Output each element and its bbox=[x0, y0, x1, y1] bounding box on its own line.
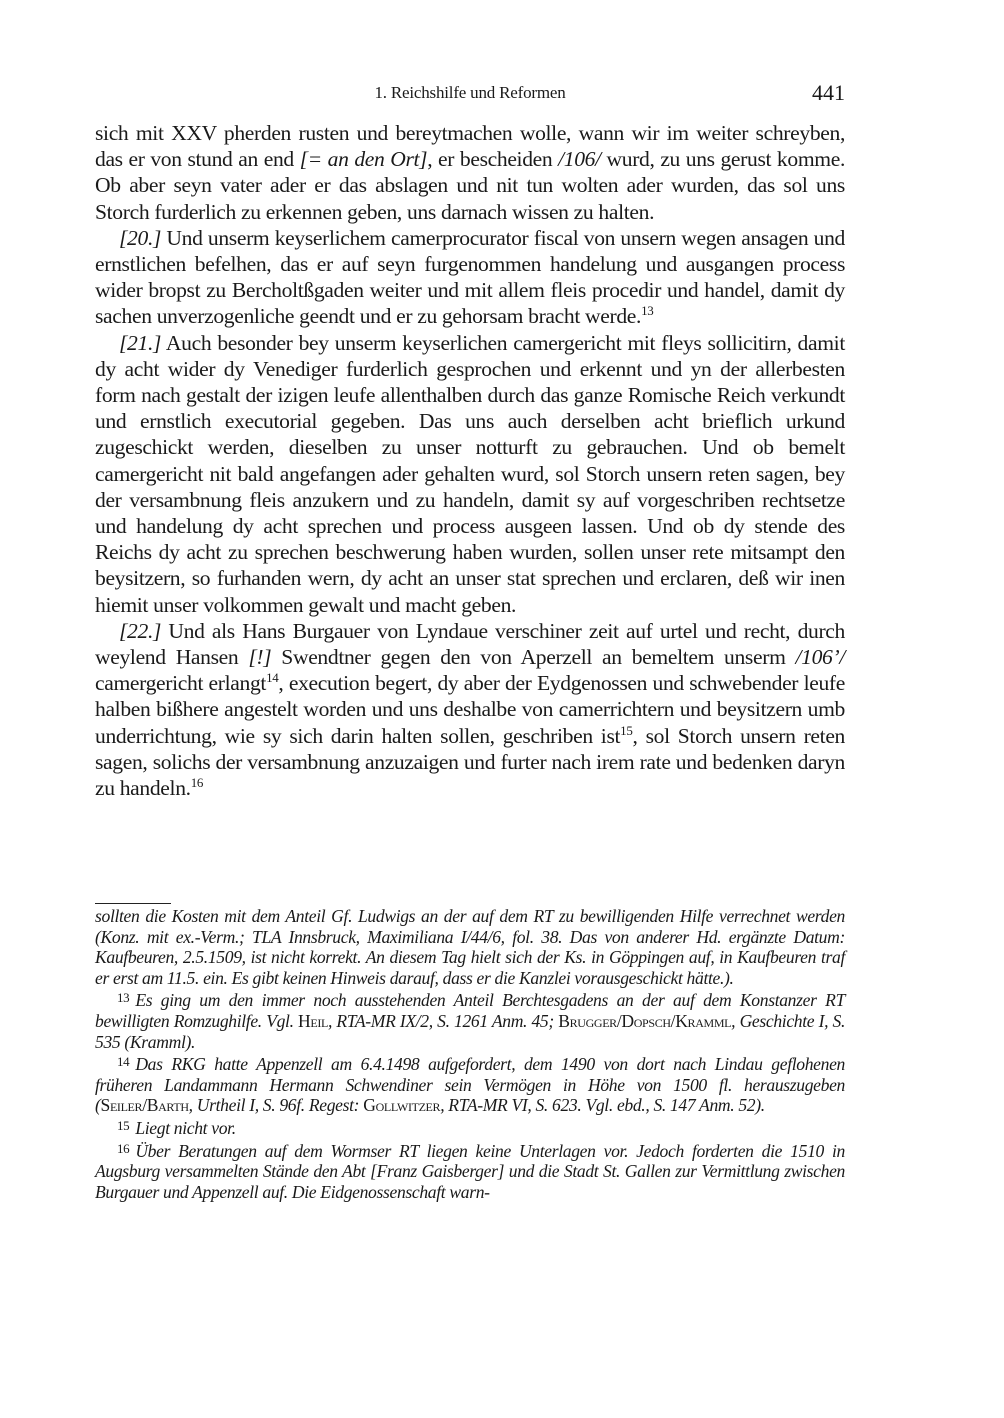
footnote-ref-15[interactable]: 15 bbox=[620, 722, 633, 738]
text: Das RKG hatte Appenzell am 6.4.1498 aufgefordert, dem 1490 von dort nach Lindau geflohenen früheren Landammann Hermann Schwendiner sein Vermögen in Höhe von 1500 fl. herauszugeben ( bbox=[95, 1054, 845, 1116]
text: Und als Hans Burgauer von Lyndaue verschiner zeit auf urtel und recht, durch weylend Hansen bbox=[95, 618, 845, 670]
footnote-number: 14 bbox=[117, 1054, 130, 1070]
text: Swendtner gegen den von Aperzell an bemeltem unserm bbox=[271, 645, 796, 670]
folio-marker: /106’/ bbox=[795, 645, 845, 670]
text: Liegt nicht vor. bbox=[135, 1117, 236, 1138]
text: sich mit XXV pherden rusten und bereytmachen wolle, wann wir im weiter schreyben, das er von stund an end bbox=[95, 121, 845, 172]
paragraph-22 bbox=[95, 618, 845, 801]
sic-marker: [!] bbox=[248, 645, 272, 670]
author-name: Brugger/Dopsch/Kramml bbox=[558, 1010, 732, 1031]
footnote-divider bbox=[95, 903, 171, 904]
footnote-15 bbox=[95, 1116, 845, 1139]
footnote-13 bbox=[95, 988, 845, 1052]
folio-marker: /106/ bbox=[558, 147, 601, 172]
text: Auch besonder bey unserm keyserlichen camergericht mit fleys sollicitirn, damit dy acht wider dy Venediger furderlich gesprochen und erkennt und yn der allerbesten form nach gestalt der izigen leufe allenthalben durch das ganze Romische Reich verkundt und ernstlich executorial gegeben. Das uns auch derselben acht brieflich urkund zugeschickt werden, dieselben zu unser notturft zu gebrauchen. Und ob bemelt camergericht nit bald angefangen ader gehalten wurd, sol Storch unsern reten sagen, bey der versambnung fleis anzukern und zu handeln, damit sy auf vorgeschriben rechtsetze und handelung dy acht sprechen und process ausgeen lassen. Und ob dy stende des Reichs dy acht zu sprechen beschwerung haben wurden, sollen unser rete mitsampt den beysitzern, so furhanden wern, dy acht an unser stat sprechen und erclaren, deß wir inen hiemit unser volkommen gewalt und macht geben. bbox=[95, 330, 845, 617]
author-name: Heil bbox=[298, 1010, 328, 1031]
editorial-note: [= an den Ort] bbox=[299, 147, 428, 172]
text: , er bescheiden bbox=[427, 147, 559, 172]
section-number: [21.] bbox=[119, 330, 162, 355]
footnote-16 bbox=[95, 1139, 845, 1203]
footnote-number: 16 bbox=[117, 1140, 130, 1156]
paragraph-continued bbox=[95, 120, 845, 225]
page-number: 441 bbox=[812, 80, 845, 105]
footnote-continued: sollten die Kosten mit dem Anteil Gf. Ludwigs an der auf dem RT zu bewilligenden Hilfe verrechnet werden (Konz. mit ex.-Verm.; TLA Innsbruck, Maximiliana I/44/6, fol. 38. Das von anderer Hd. ergänzte Datum: Kaufbeuren, 2.5.1509, ist nicht korrekt. An diesem Tag hielt sich der Ks. in Göppingen auf, in Kaufbeuren traf er erst am 11.5. ein. Es gibt keinen Hinweis darauf, dass er die Kanzlei vorausgeschickt hätte.). bbox=[95, 906, 845, 988]
main-text bbox=[95, 120, 845, 801]
text: , Urtheil I, S. 96f. Regest: bbox=[188, 1095, 364, 1116]
text: , RTA-MR VI, S. 623. Vgl. ebd., S. 147 Anm. 52). bbox=[440, 1095, 765, 1116]
footnote-number: 13 bbox=[117, 990, 130, 1006]
footnote-ref-16[interactable]: 16 bbox=[190, 775, 203, 791]
paragraph-21 bbox=[95, 330, 845, 618]
text: Und unserm keyserlichem camerprocurator fiscal von unsern wegen ansagen und ernstlichen befelhen, das er auf seyn furgenommen handelung und ausgangen process wider bropst zu Bercholtßgaden weiter und mit allem fleis procedir und handel, damit dy sachen unverzogenliche geendt und er zu gehorsam bracht werde. bbox=[95, 225, 845, 329]
paragraph-20 bbox=[95, 225, 845, 330]
section-number: [22.] bbox=[119, 618, 162, 643]
footnotes bbox=[95, 906, 845, 1202]
text: camergericht erlangt bbox=[95, 671, 267, 696]
author-name: Gollwitzer bbox=[363, 1095, 441, 1116]
running-header bbox=[95, 80, 845, 108]
footnote-ref-14[interactable]: 14 bbox=[266, 670, 279, 686]
text: , RTA-MR IX/2, S. 1261 Anm. 45; bbox=[327, 1010, 559, 1031]
text: Es ging um den immer noch ausstehenden Anteil Berchtesgadens an der auf dem Konstanzer RT bewilligten Romzughilfe. Vgl. bbox=[95, 990, 845, 1031]
text: , Geschichte I, S. 535 (Kramml). bbox=[95, 1010, 845, 1052]
text: wurd, zu uns gerust komme. Ob aber seyn vater ader er das abslagen und nit tun wolten ader wurden, das sol uns Storch furderlich zu erkennen geben, uns darnach wissen zu halten. bbox=[95, 147, 845, 224]
text: Über Beratungen auf dem Wormser RT liegen keine Unterlagen vor. Jedoch forderten die 1510 in Augsburg versammelten Stände den Abt [Franz Gaisberger] und die Stadt St. Gallen zur Vermittlung zwischen Burgauer und Appenzell auf. Die Eidgenossenschaft warn- bbox=[95, 1140, 845, 1202]
author-name: Seiler/Barth bbox=[100, 1095, 189, 1116]
section-number: [20.] bbox=[119, 225, 162, 250]
footnote-ref-13[interactable]: 13 bbox=[641, 303, 654, 319]
footnote-number: 15 bbox=[117, 1117, 130, 1133]
text: , sol Storch unsern reten sagen, solichs der versambnung anzuzaigen und furter nach irem rate und bedenken daryn zu handeln. bbox=[95, 723, 845, 801]
text: , execution begert, dy aber der Eydgenossen und schwebender leufe halben bißhere angestelt worden und uns deshalbe von camerrichtern und beysitzern umb underrichtung, wie sy sich darin halten sollen, geschriben ist bbox=[95, 671, 846, 748]
running-title: 1. Reichshilfe und Reformen bbox=[374, 83, 566, 102]
footnote-14 bbox=[95, 1052, 845, 1116]
